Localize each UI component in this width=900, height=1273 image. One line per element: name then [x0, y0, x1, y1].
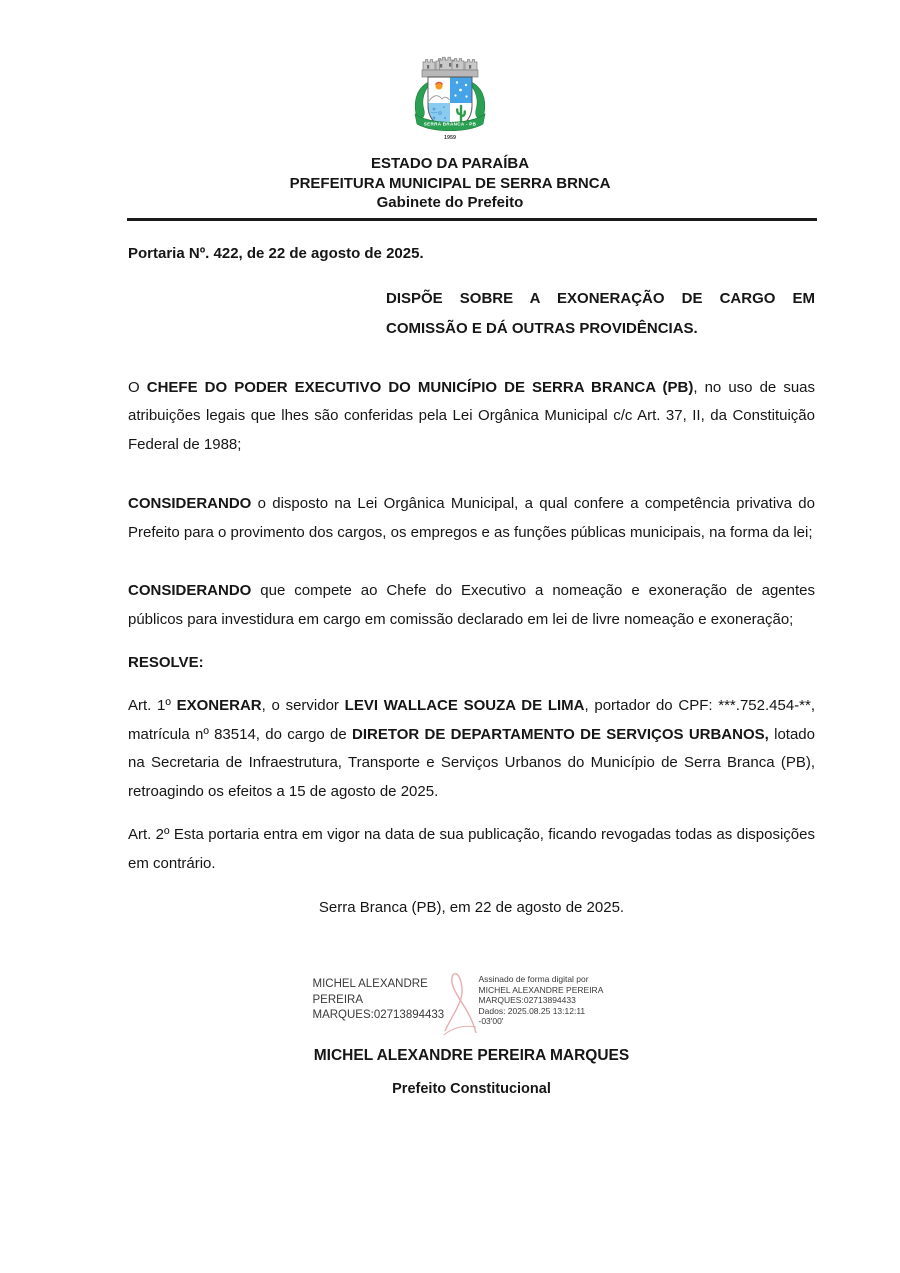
header-divider	[127, 218, 817, 221]
crest-banner-text: SERRA BRANCA - PB	[423, 121, 477, 127]
letterhead	[0, 154, 900, 213]
article-1-lead: Art. 1º	[128, 696, 177, 714]
signature-flourish-icon	[443, 965, 477, 1037]
resolve-heading: RESOLVE:	[128, 654, 204, 672]
article-2: Art. 2º Esta portaria entra em vigor na data de sua publicação, ficando revogadas todas as disposições em contrário.	[128, 826, 815, 872]
portaria-title: Portaria Nº. 422, de 22 de agosto de 2025.	[128, 244, 424, 262]
signature-signer-line: MARQUES:02713894433	[312, 1009, 445, 1022]
document-body	[0, 244, 900, 1099]
signature-details-line: Assinado de forma digital por	[478, 974, 589, 985]
preamble-authority: CHEFE DO PODER EXECUTIVO DO MUNICÍPIO DE SERRA BRANCA (PB)	[146, 378, 694, 396]
article-1-action: EXONERAR	[176, 696, 262, 714]
dateline: Serra Branca (PB), em 22 de agosto de 2025.	[318, 898, 625, 916]
signature-signer-line: PEREIRA	[312, 993, 363, 1006]
signature-details-line: MICHEL ALEXANDRE PEREIRA	[478, 984, 604, 995]
article-1-servant-name: LEVI WALLACE SOUZA DE LIMA	[344, 696, 585, 714]
crest-year: 1959	[444, 135, 456, 141]
digital-signature-stamp	[122, 965, 809, 1037]
considerando-2-keyword: CONSIDERANDO	[128, 582, 252, 600]
letterhead-office: Gabinete do Prefeito	[376, 194, 524, 211]
considerando-2-text: que compete ao Chefe do Executivo a nomeação e exoneração de agentes públicos para investidura em cargo em comissão declarado em lei de livre nomeação e exoneração;	[128, 582, 815, 629]
crest-icon	[400, 55, 500, 143]
mayor-name: MICHEL ALEXANDRE PEREIRA MARQUES	[313, 1046, 630, 1064]
article-1-position: DIRETOR DE DEPARTAMENTO DE SERVIÇOS URBANOS,	[352, 725, 769, 743]
signature-details-line: Dados: 2025.08.25 13:12:11	[478, 1005, 586, 1016]
signature-details-block	[479, 974, 619, 1027]
article-1-text-c: lotado na Secretaria de Infraestrutura, Transporte e Serviços Urbanos do Município de Serra Branca (PB), retroagindo os efeitos a 15 de agosto de 2025.	[128, 725, 815, 801]
letterhead-state: ESTADO DA PARAÍBA	[370, 155, 530, 172]
article-1-text-b: , portador do CPF: ***.752.454-**, matrícula nº 83514, do cargo de	[128, 696, 815, 743]
signature-signer-line: MICHEL ALEXANDRE	[312, 978, 428, 991]
signature-details-line: -03'00'	[478, 1016, 504, 1027]
crest-crown	[422, 57, 478, 77]
letterhead-municipality: PREFEITURA MUNICIPAL DE SERRA BRNCA	[289, 174, 611, 192]
preamble-paragraph	[128, 374, 815, 460]
preamble-rest: , no uso de suas atribuições legais que lhes são conferidas pela Lei Orgânica Municipal c/c Art. 37, II, da Constituição Federal de 1988;	[128, 378, 816, 454]
considerando-1-text: o disposto na Lei Orgânica Municipal, a qual confere a competência privativa do Prefeito para o provimento dos cargos, os empregos e as funções públicas municipais, na forma da lei;	[128, 494, 815, 541]
considerando-1	[128, 490, 815, 548]
mayor-title: Prefeito Constitucional	[392, 1081, 551, 1098]
epigraph: DISPÕE SOBRE A EXONERAÇÃO DE CARGO EM COMISSÃO E DÁ OUTRAS PROVIDÊNCIAS.	[386, 289, 815, 337]
considerando-2	[128, 577, 815, 635]
considerando-1-keyword: CONSIDERANDO	[128, 494, 252, 512]
preamble-lead: O	[128, 378, 147, 396]
signature-details-line: MARQUES:02713894433	[478, 995, 576, 1006]
article-1	[128, 692, 815, 807]
signature-signer-block	[312, 977, 445, 1024]
municipal-crest	[400, 55, 500, 148]
article-1-text-a: , o servidor	[261, 696, 345, 714]
